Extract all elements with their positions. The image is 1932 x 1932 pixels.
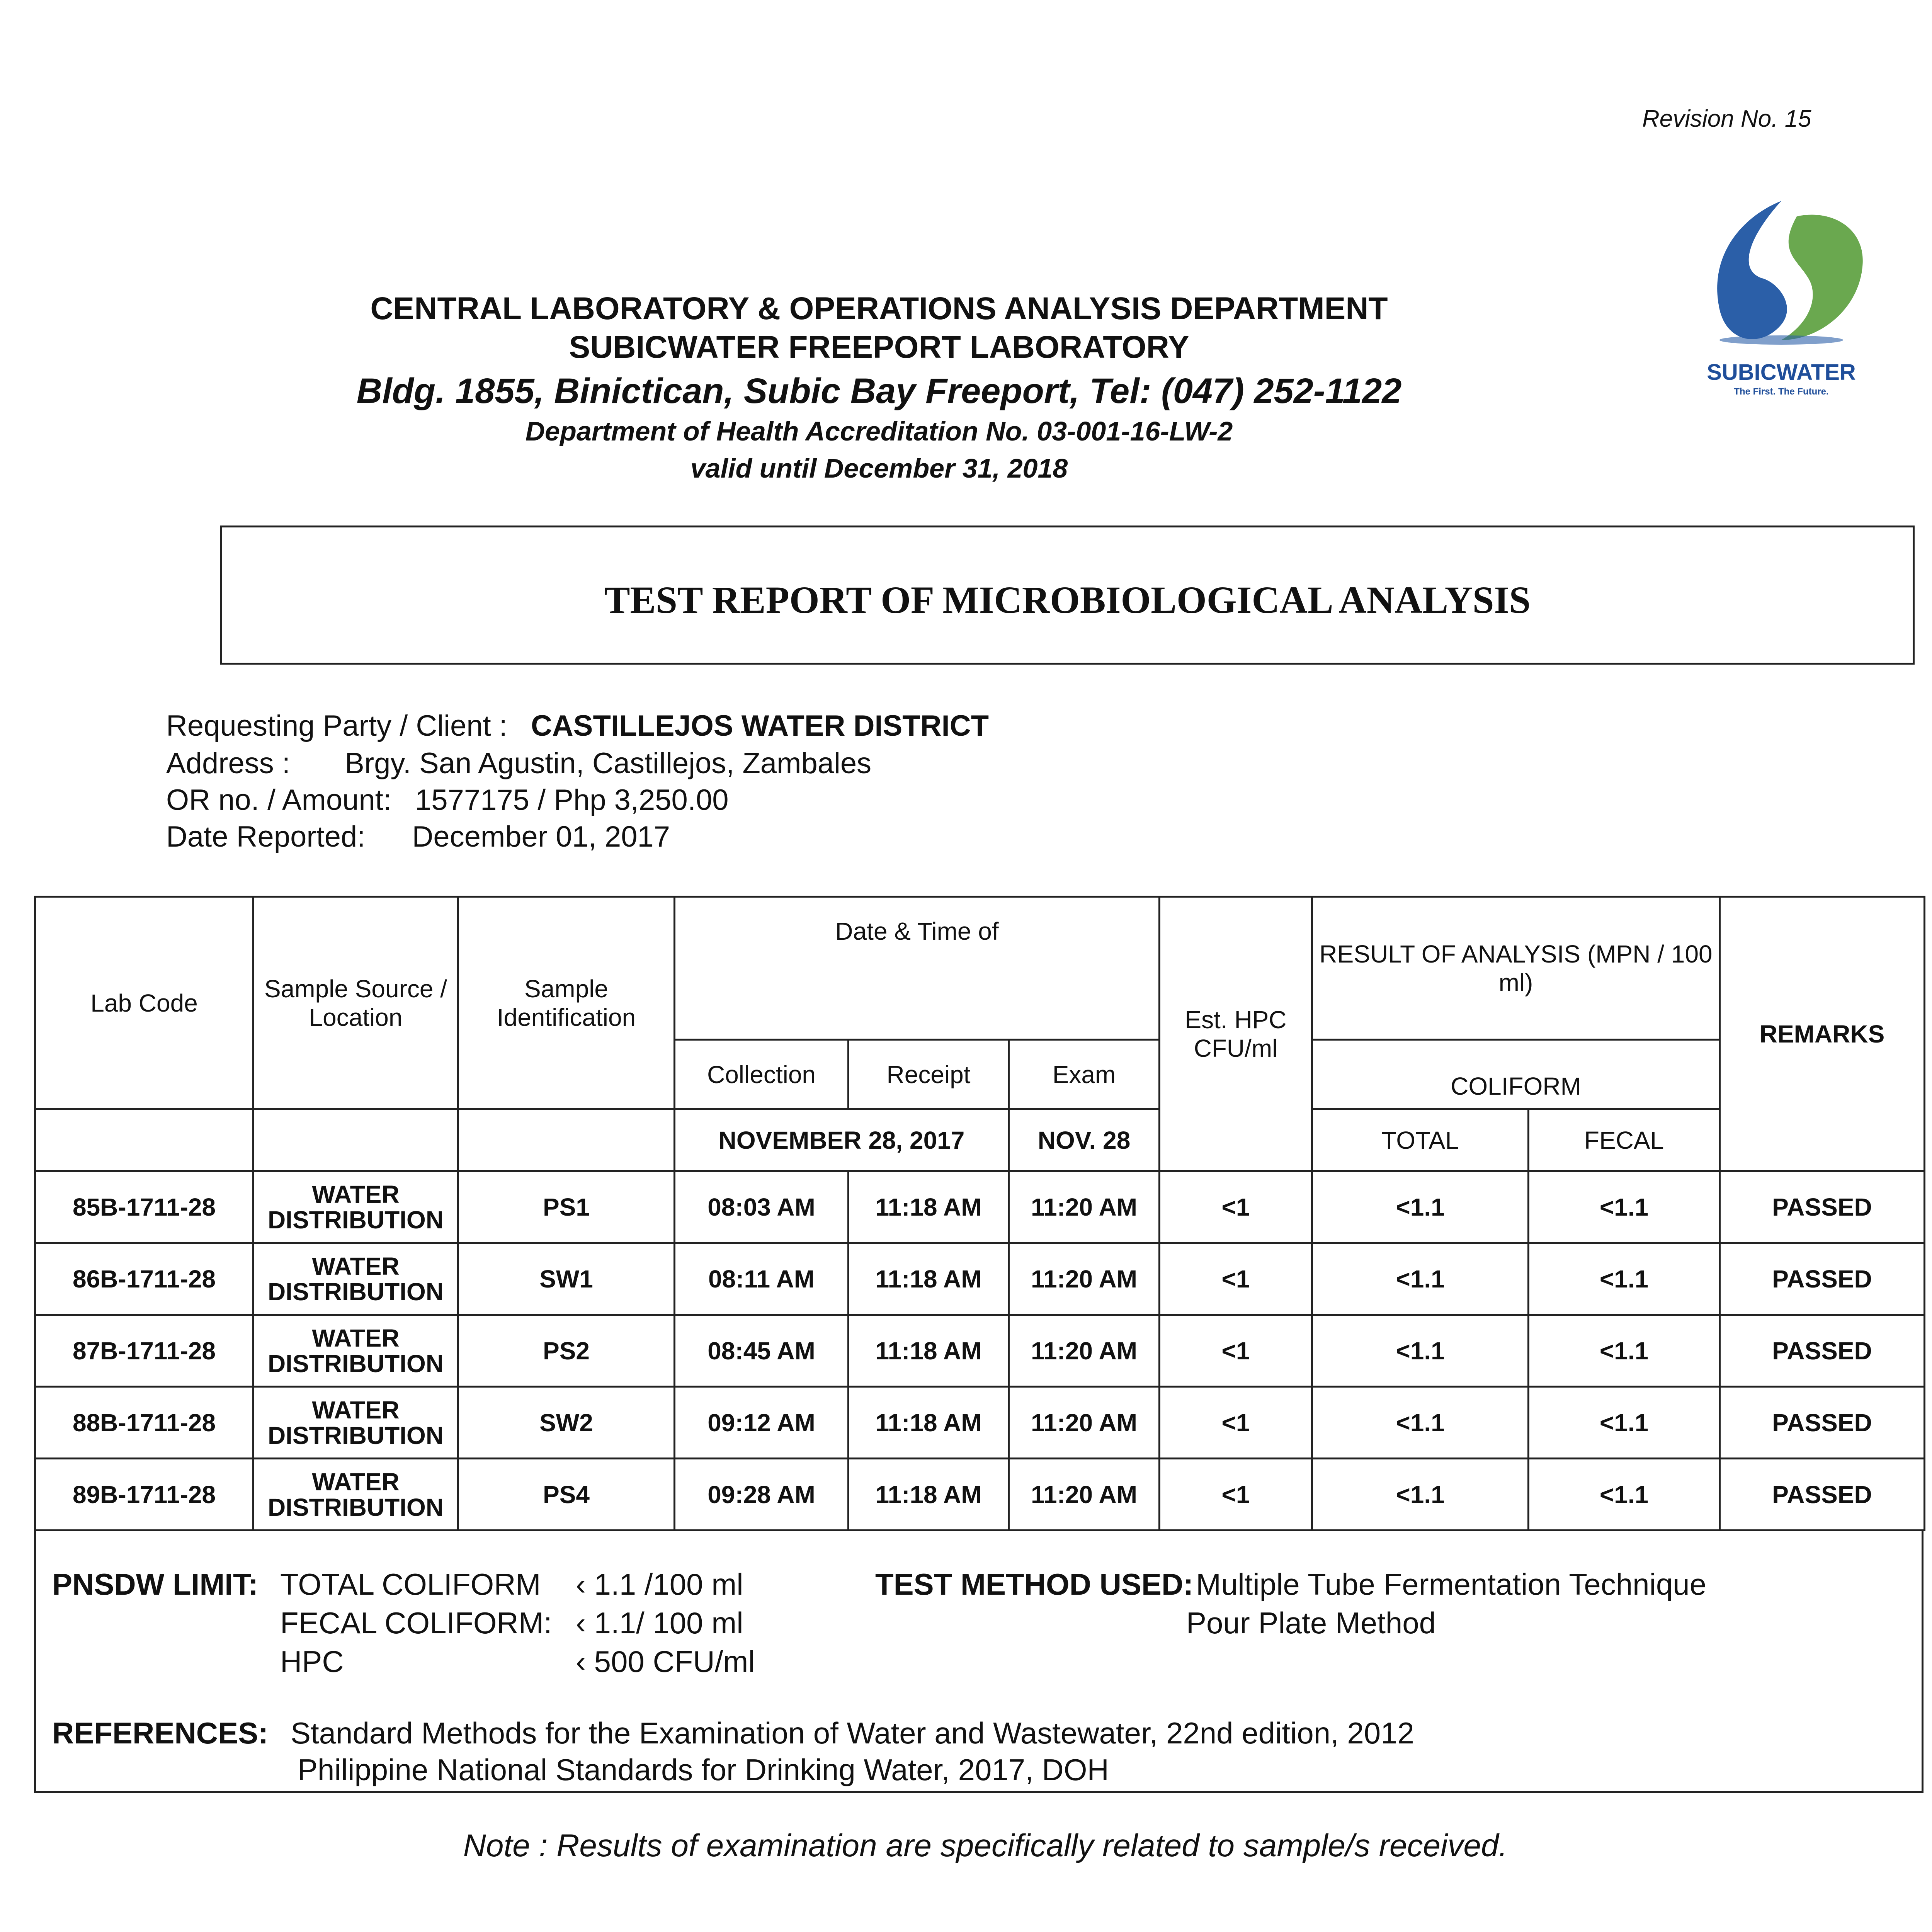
- remarks-cell: PASSED: [1720, 1459, 1925, 1531]
- exam-cell: 11:20 AM: [1009, 1387, 1160, 1459]
- header-sample-source: Sample Source / Location: [253, 897, 458, 1109]
- hpc-cell: <1: [1160, 1171, 1312, 1243]
- references-label: REFERENCES:: [52, 1716, 269, 1750]
- source-cell: WATER DISTRIBUTION: [253, 1315, 458, 1387]
- client-line: [166, 709, 989, 743]
- table-row: [35, 1171, 1925, 1243]
- address-line: [166, 747, 871, 780]
- header-accreditation: Department of Health Accreditation No. 03-001-16-LW-2: [525, 416, 1233, 446]
- fecal-cell: <1.1: [1529, 1387, 1720, 1459]
- fecal-cell: <1.1: [1529, 1315, 1720, 1387]
- total-cell: <1.1: [1312, 1459, 1529, 1531]
- header-lab-code: Lab Code: [35, 897, 253, 1109]
- header-fecal: FECAL: [1529, 1109, 1720, 1171]
- address-value: Brgy. San Agustin, Castillejos, Zambales: [345, 747, 872, 780]
- blank-cell: [458, 1109, 675, 1171]
- header-laboratory: SUBICWATER FREEPORT LABORATORY: [569, 330, 1189, 365]
- header-department: CENTRAL LABORATORY & OPERATIONS ANALYSIS DEPARTMENT: [370, 291, 1388, 326]
- remarks-cell: PASSED: [1720, 1387, 1925, 1459]
- fecal-cell: <1.1: [1529, 1459, 1720, 1531]
- exam-cell: 11:20 AM: [1009, 1243, 1160, 1315]
- collection-cell: 08:45 AM: [675, 1315, 849, 1387]
- source-cell: WATER DISTRIBUTION: [253, 1171, 458, 1243]
- pnsdw-label: PNSDW LIMIT:: [52, 1567, 258, 1601]
- total-cell: <1.1: [1312, 1171, 1529, 1243]
- hpc-cell: <1: [1160, 1387, 1312, 1459]
- exam-cell: 11:20 AM: [1009, 1171, 1160, 1243]
- header-address: Bldg. 1855, Binictican, Subic Bay Freeport, Tel: (047) 252-1122: [356, 371, 1402, 411]
- date-label: Date Reported:: [166, 820, 366, 853]
- sample-id-cell: SW1: [458, 1243, 675, 1315]
- hpc-limit: ‹ 500 CFU/ml: [576, 1645, 755, 1679]
- lab-code-cell: 87B-1711-28: [35, 1315, 253, 1387]
- sample-id-cell: PS2: [458, 1315, 675, 1387]
- total-coliform-label: TOTAL COLIFORM: [280, 1567, 541, 1601]
- header-receipt: Receipt: [849, 1040, 1009, 1109]
- total-coliform-limit: ‹ 1.1 /100 ml: [576, 1567, 743, 1601]
- lab-code-cell: 89B-1711-28: [35, 1459, 253, 1531]
- collection-date: NOVEMBER 28, 2017: [675, 1109, 1009, 1171]
- reference-2: Philippine National Standards for Drinking Water, 2017, DOH: [298, 1753, 1109, 1787]
- test-method-label: TEST METHOD USED:: [875, 1567, 1194, 1601]
- fecal-cell: <1.1: [1529, 1171, 1720, 1243]
- lab-code-cell: 86B-1711-28: [35, 1243, 253, 1315]
- or-label: OR no. / Amount:: [166, 784, 391, 816]
- blank-cell: [253, 1109, 458, 1171]
- sample-id-cell: PS1: [458, 1171, 675, 1243]
- logo-wordmark: SUBICWATER: [1707, 360, 1856, 385]
- source-cell: WATER DISTRIBUTION: [253, 1243, 458, 1315]
- revision-number: Revision No. 15: [1642, 105, 1811, 132]
- results-note: Note : Results of examination are specifically related to sample/s received.: [463, 1828, 1508, 1863]
- total-cell: <1.1: [1312, 1315, 1529, 1387]
- source-cell: WATER DISTRIBUTION: [253, 1459, 458, 1531]
- client-label: Requesting Party / Client :: [166, 709, 507, 742]
- remarks-cell: PASSED: [1720, 1243, 1925, 1315]
- table-row: [35, 1243, 1925, 1315]
- receipt-cell: 11:18 AM: [849, 1387, 1009, 1459]
- fecal-coliform-label: FECAL COLIFORM:: [280, 1606, 552, 1640]
- header-result: RESULT OF ANALYSIS (MPN / 100 ml): [1312, 897, 1720, 1040]
- sample-id-cell: SW2: [458, 1387, 675, 1459]
- table-row: [35, 1387, 1925, 1459]
- receipt-cell: 11:18 AM: [849, 1171, 1009, 1243]
- logo-tagline: The First. The Future.: [1734, 386, 1829, 397]
- header-sample-id: Sample Identification: [458, 897, 675, 1109]
- table-row: [35, 1459, 1925, 1531]
- total-cell: <1.1: [1312, 1243, 1529, 1315]
- or-value: 1577175 / Php 3,250.00: [415, 784, 729, 816]
- header-exam: Exam: [1009, 1040, 1160, 1109]
- receipt-cell: 11:18 AM: [849, 1315, 1009, 1387]
- or-line: [166, 783, 728, 817]
- header-hpc: Est. HPC CFU/ml: [1160, 897, 1312, 1171]
- remarks-cell: PASSED: [1720, 1171, 1925, 1243]
- sample-id-cell: PS4: [458, 1459, 675, 1531]
- receipt-cell: 11:18 AM: [849, 1243, 1009, 1315]
- fecal-cell: <1.1: [1529, 1243, 1720, 1315]
- receipt-cell: 11:18 AM: [849, 1459, 1009, 1531]
- report-title-box: [220, 526, 1915, 665]
- test-method-1: Multiple Tube Fermentation Technique: [1196, 1567, 1707, 1601]
- exam-cell: 11:20 AM: [1009, 1315, 1160, 1387]
- reference-1: Standard Methods for the Examination of Water and Wastewater, 22nd edition, 2012: [291, 1716, 1414, 1750]
- header-coliform: COLIFORM: [1312, 1040, 1720, 1109]
- hpc-label: HPC: [280, 1645, 344, 1679]
- blank-cell: [35, 1109, 253, 1171]
- date-value: December 01, 2017: [412, 820, 670, 853]
- collection-cell: 08:03 AM: [675, 1171, 849, 1243]
- collection-cell: 09:12 AM: [675, 1387, 849, 1459]
- exam-cell: 11:20 AM: [1009, 1459, 1160, 1531]
- report-title: TEST REPORT OF MICROBIOLOGICAL ANALYSIS: [604, 578, 1531, 621]
- header-remarks: REMARKS: [1720, 897, 1925, 1171]
- address-label: Address :: [166, 747, 291, 780]
- client-name: CASTILLEJOS WATER DISTRICT: [531, 709, 989, 742]
- collection-cell: 08:11 AM: [675, 1243, 849, 1315]
- header-collection: Collection: [675, 1040, 849, 1109]
- lab-code-cell: 88B-1711-28: [35, 1387, 253, 1459]
- header-total: TOTAL: [1312, 1109, 1529, 1171]
- collection-cell: 09:28 AM: [675, 1459, 849, 1531]
- table-row: [35, 1315, 1925, 1387]
- test-method-2: Pour Plate Method: [1186, 1606, 1436, 1640]
- lab-code-cell: 85B-1711-28: [35, 1171, 253, 1243]
- hpc-cell: <1: [1160, 1243, 1312, 1315]
- exam-date: NOV. 28: [1009, 1109, 1160, 1171]
- total-cell: <1.1: [1312, 1387, 1529, 1459]
- header-date-time: Date & Time of: [675, 897, 1160, 1040]
- hpc-cell: <1: [1160, 1315, 1312, 1387]
- hpc-cell: <1: [1160, 1459, 1312, 1531]
- date-line: [166, 820, 670, 854]
- results-table: [34, 896, 1925, 1531]
- fecal-coliform-limit: ‹ 1.1/ 100 ml: [576, 1606, 743, 1640]
- source-cell: WATER DISTRIBUTION: [253, 1387, 458, 1459]
- remarks-cell: PASSED: [1720, 1315, 1925, 1387]
- header-validity: valid until December 31, 2018: [690, 453, 1068, 483]
